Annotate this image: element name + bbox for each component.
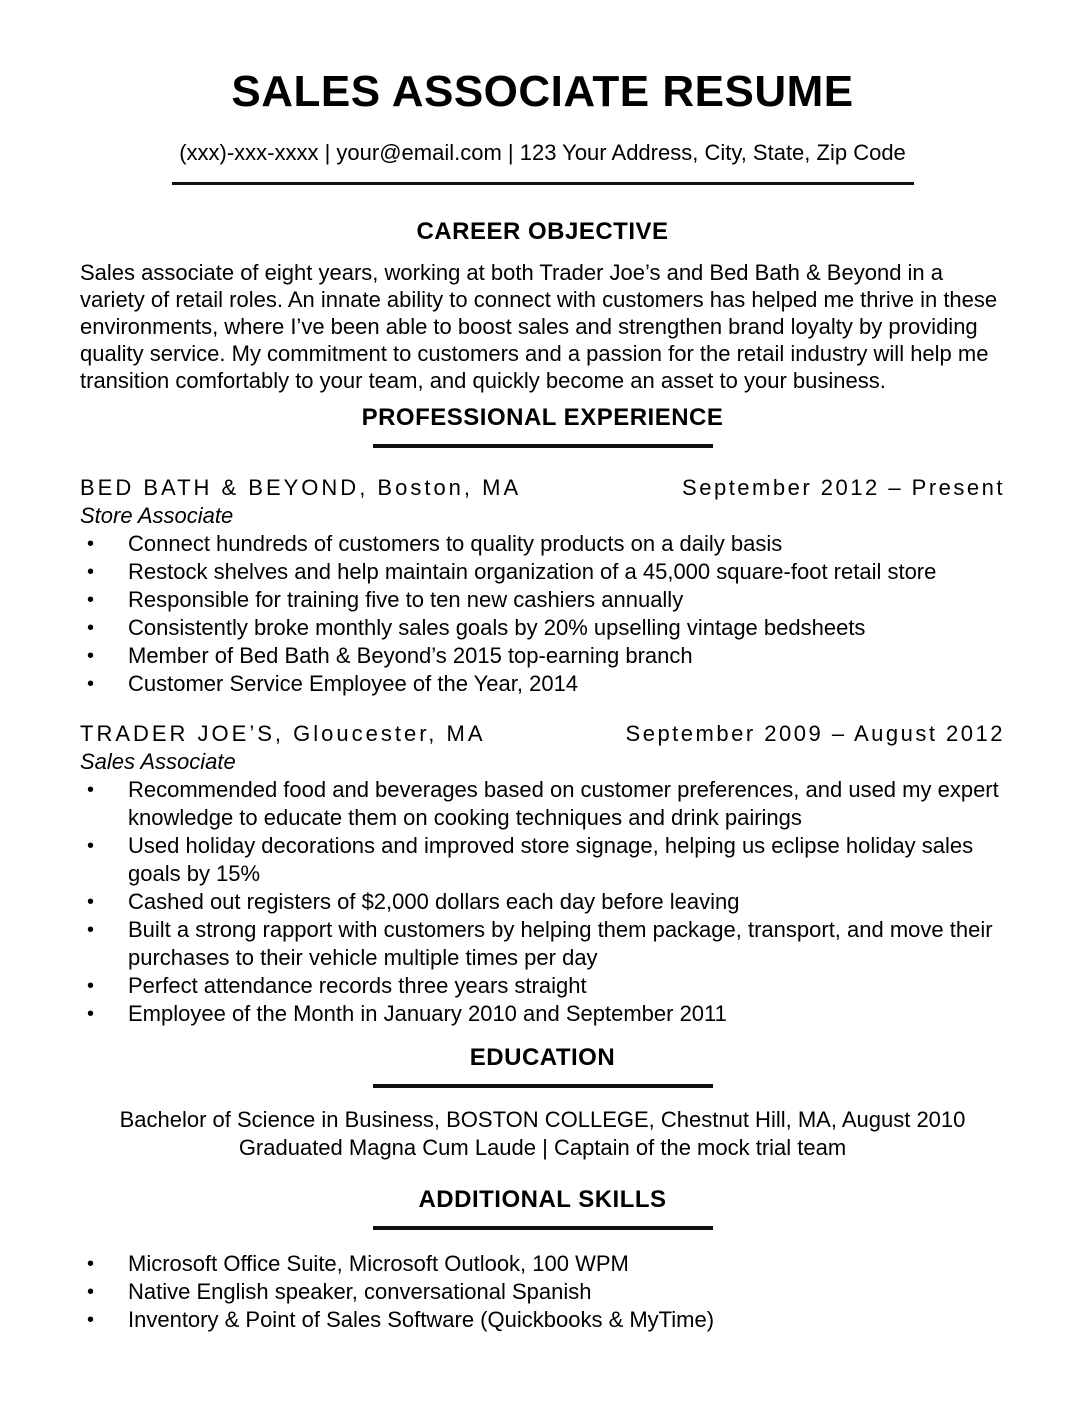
contact-line: (xxx)-xxx-xxxx | your@email.com | 123 Your Address, City, State, Zip Code [179, 140, 906, 165]
bullet-icon: • [87, 919, 95, 941]
job-header-bed-bath-beyond [80, 474, 1005, 501]
bullet-text: Built a strong rapport with customers by helping them package, transport, and move their purchases to their vehicle multiple times per day [128, 917, 993, 970]
bullet-icon: • [87, 779, 95, 801]
header-divider [172, 182, 914, 185]
job-employer: TRADER JOE’S, Gloucester, MA [80, 721, 486, 746]
bullet-text: Employee of the Month in January 2010 and September 2011 [128, 1001, 727, 1026]
bullet-text: Member of Bed Bath & Beyond’s 2015 top-earning branch [128, 643, 693, 668]
skills-bullet-list [80, 1250, 1005, 1334]
bullet-icon: • [87, 561, 95, 583]
list-item [80, 670, 1005, 698]
bullet-text: Consistently broke monthly sales goals by 20% upselling vintage bedsheets [128, 615, 866, 640]
education-heading-underline [373, 1084, 713, 1088]
bullet-text: Responsible for training five to ten new cashiers annually [128, 587, 684, 612]
bullet-text: Microsoft Office Suite, Microsoft Outlook, 100 WPM [128, 1251, 629, 1276]
bullet-icon: • [87, 1281, 95, 1303]
job-header-trader-joes [80, 720, 1005, 747]
bullet-icon: • [87, 975, 95, 997]
bullet-icon: • [87, 1253, 95, 1275]
list-item [80, 1250, 1005, 1278]
education-heading: EDUCATION [469, 1044, 616, 1071]
bullet-icon: • [87, 1003, 95, 1025]
list-item [80, 558, 1005, 586]
job-bullet-list-trader-joes [80, 776, 1005, 1028]
list-item [80, 530, 1005, 558]
list-item [80, 916, 1005, 972]
professional-experience-heading: PROFESSIONAL EXPERIENCE [361, 404, 724, 431]
experience-heading-underline [373, 444, 713, 448]
bullet-icon: • [87, 891, 95, 913]
bullet-text: Inventory & Point of Sales Software (Quickbooks & MyTime) [128, 1307, 715, 1332]
bullet-text: Native English speaker, conversational Spanish [128, 1279, 592, 1304]
bullet-text: Perfect attendance records three years straight [128, 973, 587, 998]
job-dates: September 2009 – August 2012 [625, 721, 1005, 746]
list-item [80, 586, 1005, 614]
job-bullet-list-bed-bath-beyond [80, 530, 1005, 698]
career-objective-heading: CAREER OBJECTIVE [416, 218, 669, 245]
bullet-text: Recommended food and beverages based on customer preferences, and used my expert knowledge to educate them on cooking techniques and drink pairings [128, 777, 999, 830]
job-dates: September 2012 – Present [682, 475, 1005, 500]
resume-title: SALES ASSOCIATE RESUME [231, 67, 854, 116]
bullet-icon: • [87, 533, 95, 555]
list-item [80, 1278, 1005, 1306]
bullet-text: Cashed out registers of $2,000 dollars each day before leaving [128, 889, 740, 914]
bullet-icon: • [87, 645, 95, 667]
bullet-text: Used holiday decorations and improved store signage, helping us eclipse holiday sales goals by 15% [128, 833, 974, 886]
additional-skills-heading: ADDITIONAL SKILLS [418, 1186, 667, 1213]
education-honors-line: Graduated Magna Cum Laude | Captain of the mock trial team [238, 1135, 847, 1160]
list-item [80, 776, 1005, 832]
job-role: Store Associate [80, 503, 234, 528]
education-details [80, 1106, 1005, 1162]
list-item [80, 832, 1005, 888]
bullet-icon: • [87, 617, 95, 639]
career-objective-text: Sales associate of eight years, working at both Trader Joe’s and Bed Bath & Beyond in a variety of retail roles. An innate ability to connect with customers has helped me thrive in these environments, where I’ve been able to boost sales and strengthen brand loyalty by providing quality service. My commitment to customers and a passion for the retail industry will help me transition comfortably to your team, and quickly become an asset to your business. [80, 260, 998, 393]
bullet-icon: • [87, 673, 95, 695]
list-item [80, 1000, 1005, 1028]
bullet-icon: • [87, 835, 95, 857]
bullet-icon: • [87, 1309, 95, 1331]
list-item [80, 1306, 1005, 1334]
education-degree-line: Bachelor of Science in Business, BOSTON COLLEGE, Chestnut Hill, MA, August 2010 [119, 1107, 966, 1132]
list-item [80, 972, 1005, 1000]
list-item [80, 888, 1005, 916]
job-employer: BED BATH & BEYOND, Boston, MA [80, 475, 522, 500]
job-role: Sales Associate [80, 749, 236, 774]
list-item [80, 642, 1005, 670]
skills-heading-underline [373, 1226, 713, 1230]
bullet-text: Restock shelves and help maintain organization of a 45,000 square-foot retail store [128, 559, 937, 584]
list-item [80, 614, 1005, 642]
bullet-icon: • [87, 589, 95, 611]
bullet-text: Connect hundreds of customers to quality products on a daily basis [128, 531, 783, 556]
bullet-text: Customer Service Employee of the Year, 2014 [128, 671, 579, 696]
